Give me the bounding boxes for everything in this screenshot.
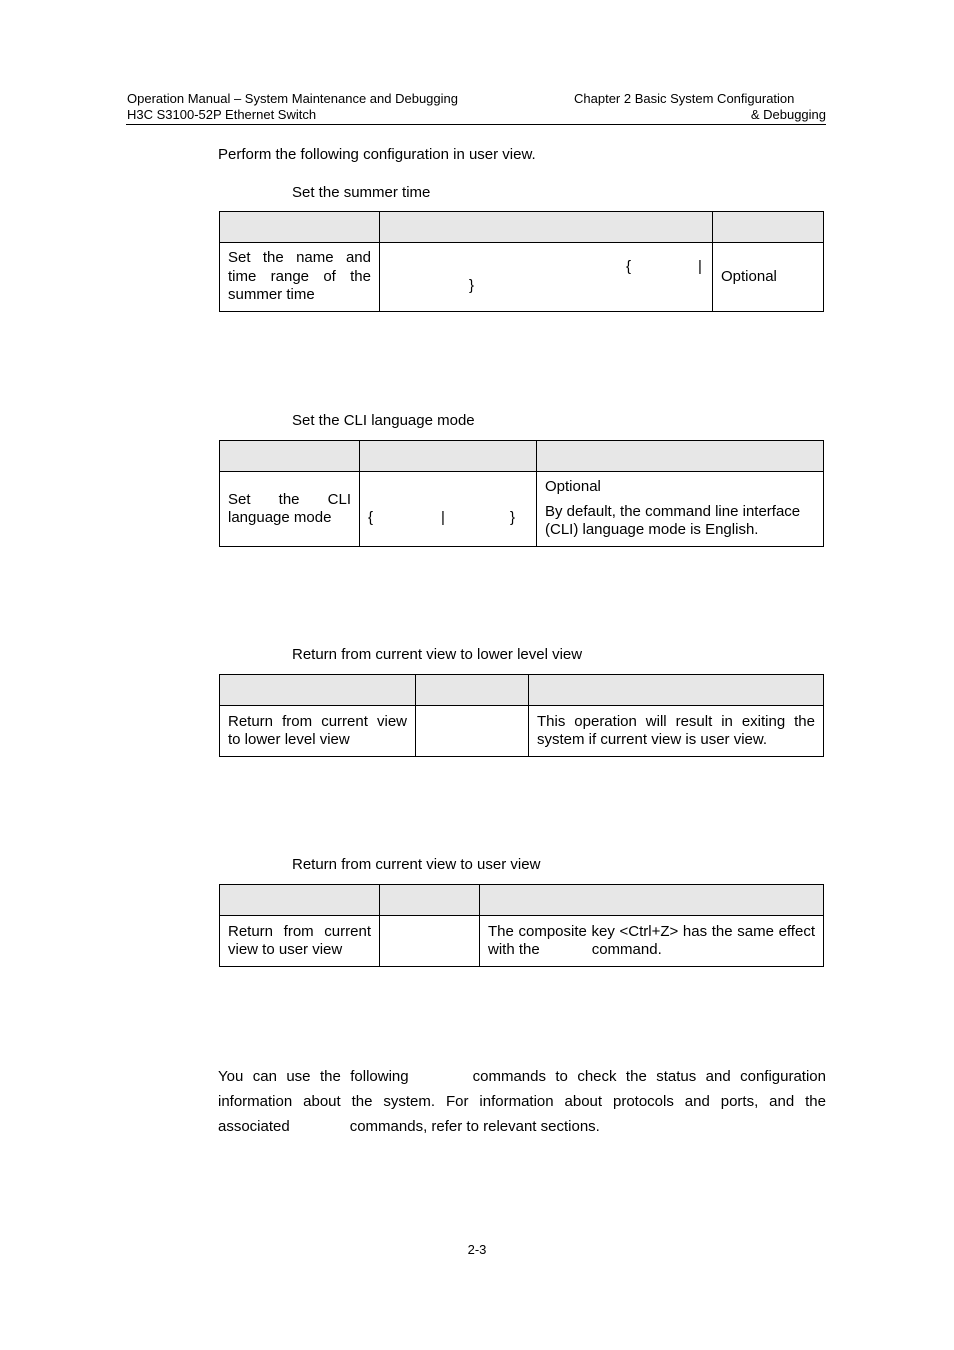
- table-caption-return-user: Return from current view to user view: [292, 856, 541, 873]
- table-header-row: [220, 212, 824, 243]
- display-paragraph: [218, 1064, 826, 1139]
- table-row: [220, 472, 824, 547]
- command-cell: [380, 243, 713, 312]
- operation-cell: Return from current view to lower level view: [220, 706, 416, 757]
- description-cell: [480, 916, 824, 967]
- table-caption-summer-time: Set the summer time: [292, 184, 431, 201]
- description-cell: Optional: [713, 243, 824, 312]
- description-text: The composite key <Ctrl+Z> has the same effect with the: [488, 922, 815, 958]
- operation-cell: Set the name and time range of the summer time: [220, 243, 380, 312]
- brace-close: }: [510, 509, 516, 526]
- brace-open: {: [626, 258, 632, 275]
- summer-time-table: [219, 211, 824, 312]
- return-lower-table: [219, 674, 824, 757]
- header-right: [520, 91, 826, 123]
- command-cell: [360, 472, 537, 547]
- command-cell: [380, 916, 480, 967]
- pipe-separator: |: [441, 509, 445, 526]
- paragraph-segment-2: commands to check the status and configuration information about the system. For information about protocols and ports, and the associated: [218, 1068, 826, 1135]
- page-number: 2-3: [467, 1242, 487, 1257]
- table-header-row: [220, 675, 824, 706]
- table-header-row: [220, 885, 824, 916]
- header-left: [127, 91, 547, 123]
- table-header-row: [220, 441, 824, 472]
- return-user-table: [219, 884, 824, 967]
- description-optional: Optional: [545, 478, 601, 496]
- product-name: H3C S3100-52P Ethernet Switch: [127, 107, 317, 122]
- description-cell: [537, 472, 824, 547]
- brace-open: {: [368, 509, 374, 526]
- cli-language-table: [219, 440, 824, 547]
- header-rule: [126, 124, 826, 125]
- command-cell: [416, 706, 529, 757]
- paragraph-segment-1: You can use the following: [218, 1068, 409, 1085]
- pipe-separator: |: [698, 258, 702, 275]
- table-row: [220, 916, 824, 967]
- intro-text: Perform the following configuration in user view.: [218, 146, 536, 163]
- chapter-title: Chapter 2 Basic System Configuration: [574, 91, 795, 106]
- table-row: [220, 706, 824, 757]
- description-cell: This operation will result in exiting the system if current view is user view.: [529, 706, 824, 757]
- description-text-end: command.: [591, 941, 662, 958]
- chapter-title-cont: & Debugging: [750, 107, 826, 122]
- brace-close: }: [469, 277, 475, 294]
- table-caption-cli-language: Set the CLI language mode: [292, 412, 475, 429]
- manual-title: Operation Manual – System Maintenance and Debugging: [127, 91, 458, 106]
- operation-cell: Set the CLI language mode: [220, 472, 360, 547]
- table-row: [220, 243, 824, 312]
- description-default: By default, the command line interface (CLI) language mode is English.: [545, 502, 801, 539]
- paragraph-segment-3: commands, refer to relevant sections.: [349, 1118, 600, 1135]
- table-caption-return-lower: Return from current view to lower level view: [292, 646, 583, 663]
- operation-cell: Return from current view to user view: [220, 916, 380, 967]
